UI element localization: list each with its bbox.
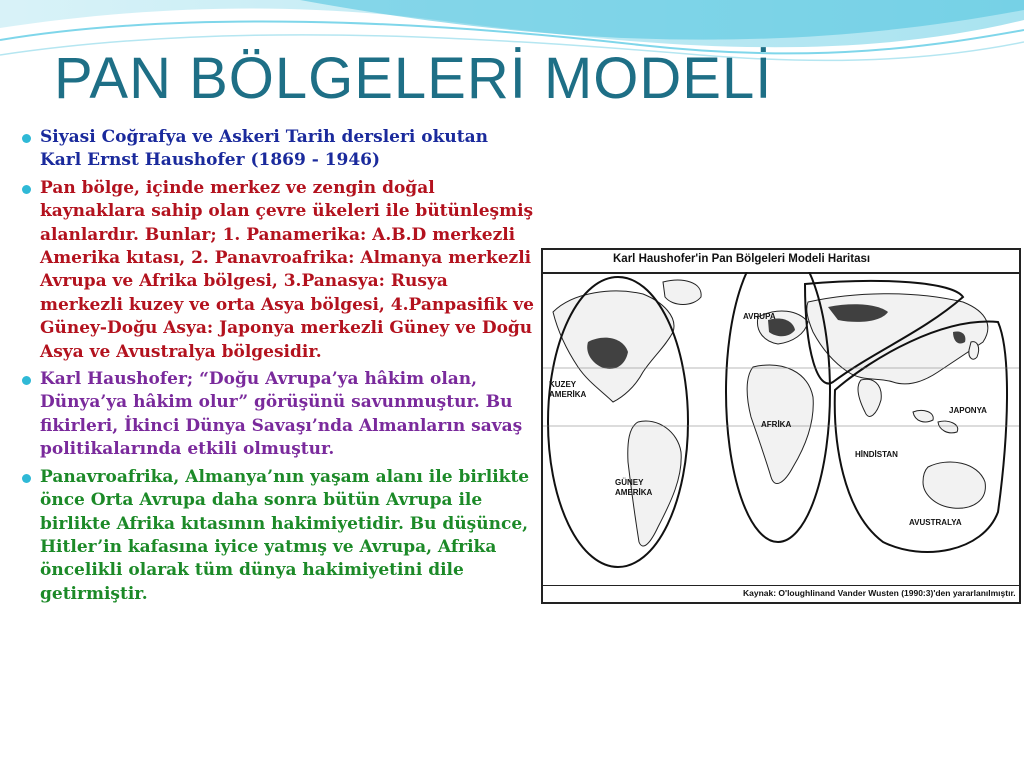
- map-label-japonya: JAPONYA: [949, 406, 987, 415]
- bullet-dot-icon: [22, 474, 31, 483]
- bullet-item: [22, 126, 534, 173]
- bullet-item: [22, 368, 534, 462]
- map-label-guney-amerika: GÜNEY AMERİKA: [615, 478, 653, 497]
- bullet-list: [22, 126, 534, 610]
- map-title: Karl Haushofer'in Pan Bölgeleri Modeli Haritası: [613, 253, 871, 265]
- map-source: Kaynak: O'loughlinand Vander Wusten (1990:3)'den yararlanılmıştır.: [743, 588, 1016, 598]
- bullet-text: Siyasi Coğrafya ve Askeri Tarih dersleri okutan Karl Ernst Haushofer (1869 - 1946): [40, 127, 489, 171]
- map-label-afrika: AFRİKA: [761, 420, 792, 429]
- map-label-avustralya: AVUSTRALYA: [909, 518, 962, 527]
- bullet-item: [22, 466, 534, 606]
- map-label-kuzey-amerika: KUZEY AMERİKA: [549, 380, 587, 399]
- bullet-text: Pan bölge, içinde merkez ve zengin doğal kaynaklara sahip olan çevre ükeleri ile bütünleşmiş alanlardır. Bunlar; 1. Panamerika: A.B.D merkezli Amerika kıtası, 2. Panavroafrika: Almanya merkezli Avrupa ve Afrika bölgesi, 3.Panasya: Rusya merkezli kuzey ve orta Asya bölgesi, 4.Panpasifik ve Güney-Doğu Asya: Japonya merkezli Güney ve Doğu Asya ve Avustralya bölgesidir.: [40, 177, 534, 362]
- map-source-divider: [543, 585, 1019, 586]
- map-label-avrupa: AVRUPA: [743, 312, 776, 321]
- bullet-text: Panavroafrika, Almanya’nın yaşam alanı ile birlikte önce Orta Avrupa daha sonra bütün Avrupa ile birlikte Afrika kıtasının hakimiyetidir. Bu düşünce, Hitler’in kafasına iyice yatmış ve Avrupa, Afrika öncelikli olarak tüm dünya hakimiyetini dile getirmiştir.: [40, 466, 530, 604]
- map-label-hindistan: HİNDİSTAN: [855, 450, 898, 459]
- bullet-text: Karl Haushofer; “Doğu Avrupa’ya hâkim olan, Dünya’ya hâkim olur” görüşünü savunmuştur. Bu fikirleri, İkinci Dünya Savaşı’nda Almanların savaş politikalarında etkili olmuştur.: [40, 369, 523, 460]
- bullet-dot-icon: [22, 185, 31, 194]
- map-title-bar: [543, 250, 1019, 274]
- bullet-dot-icon: [22, 134, 31, 143]
- bullet-item: [22, 177, 534, 364]
- bullet-dot-icon: [22, 376, 31, 385]
- pan-regions-map: [541, 248, 1021, 604]
- page-title: PAN BÖLGELERİ MODELİ: [54, 46, 773, 111]
